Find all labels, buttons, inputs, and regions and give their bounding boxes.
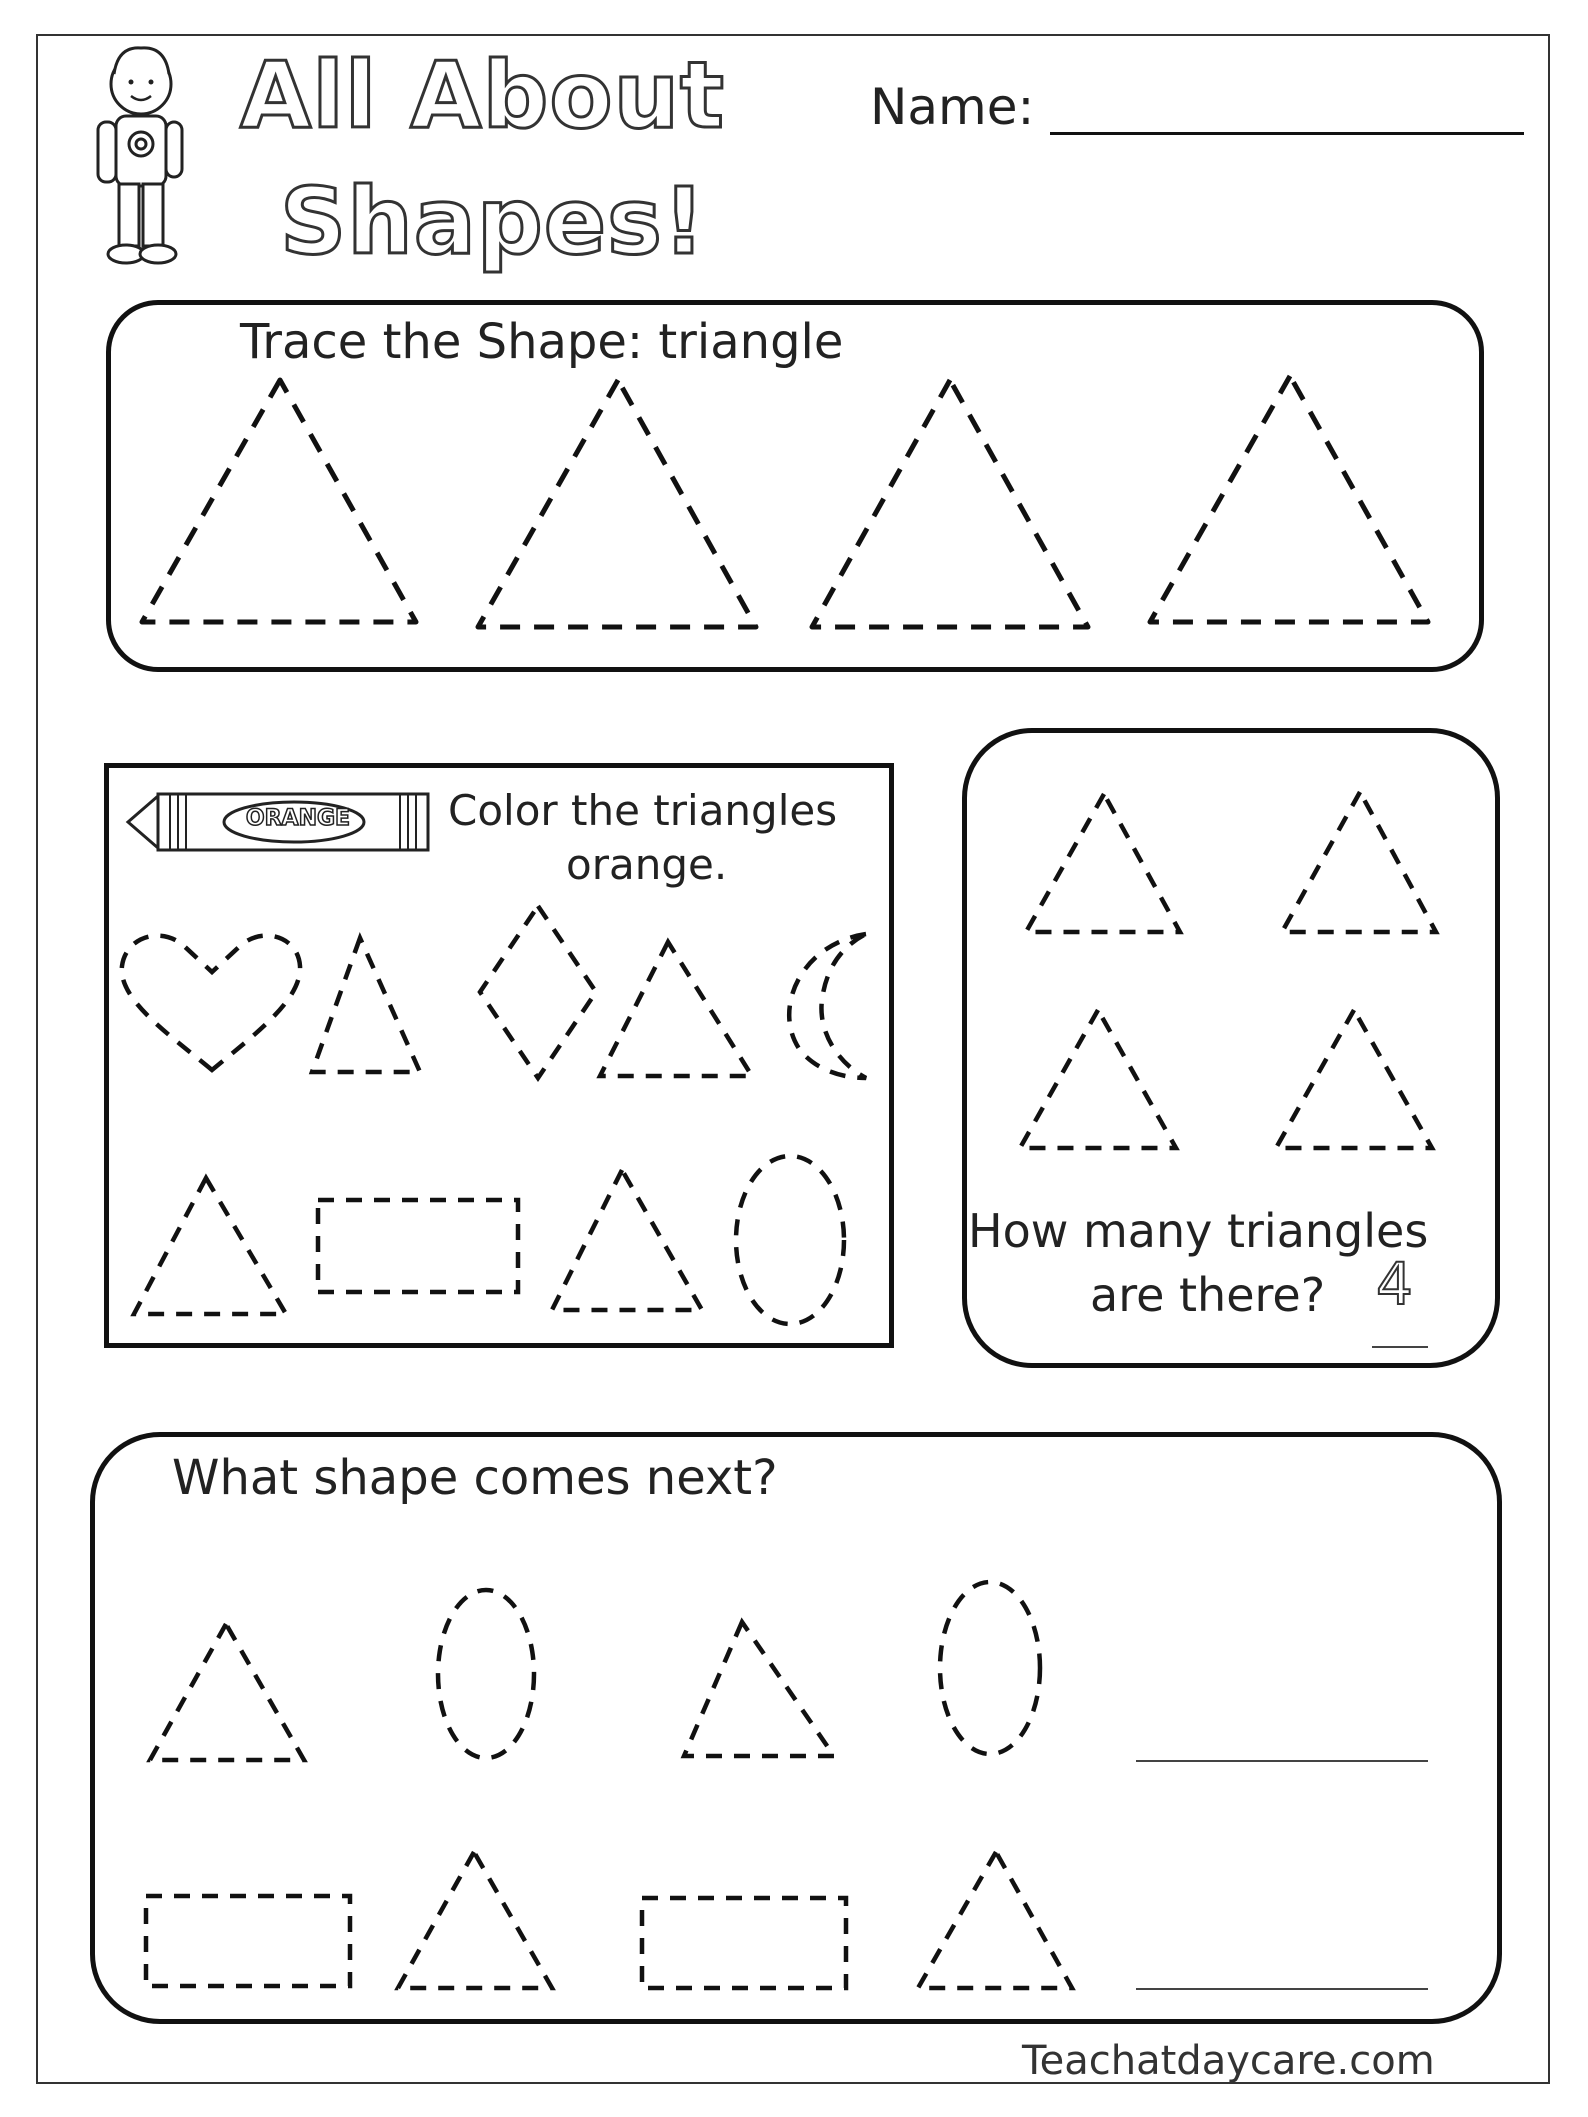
trace-triangle-2[interactable] bbox=[478, 380, 756, 627]
count-triangle-1[interactable] bbox=[1026, 794, 1180, 932]
count-triangle-4[interactable] bbox=[1276, 1010, 1432, 1148]
rectangle-shape[interactable] bbox=[318, 1200, 518, 1292]
name-label: Name: bbox=[870, 78, 1035, 136]
footer-website: Teachatdaycare.com bbox=[1022, 2038, 1435, 2084]
pattern1-triangle-2[interactable] bbox=[684, 1622, 834, 1756]
color-triangle-1[interactable] bbox=[312, 938, 420, 1072]
pattern2-triangle-2[interactable] bbox=[918, 1852, 1072, 1988]
color-instruction-line-1: Color the triangles bbox=[448, 786, 838, 835]
pattern1-oval-1[interactable] bbox=[438, 1590, 534, 1758]
color-instruction-line-2: orange. bbox=[566, 840, 728, 889]
crayon-label: ORANGE bbox=[245, 806, 351, 831]
pattern2-rectangle-2[interactable] bbox=[642, 1898, 846, 1988]
trace-triangle-4[interactable] bbox=[1150, 376, 1428, 622]
oval-shape[interactable] bbox=[736, 1156, 844, 1324]
count-triangle-3[interactable] bbox=[1020, 1010, 1176, 1148]
count-question-line-2: are there? bbox=[1090, 1268, 1326, 1322]
heart-shape[interactable] bbox=[122, 936, 300, 1070]
title-line-2: Shapes! bbox=[280, 168, 706, 275]
pattern-heading: What shape comes next? bbox=[172, 1450, 778, 1506]
count-question-line-1: How many triangles bbox=[968, 1204, 1429, 1258]
pattern1-triangle-1[interactable] bbox=[150, 1624, 304, 1760]
color-triangle-3[interactable] bbox=[134, 1178, 286, 1314]
color-triangle-2[interactable] bbox=[600, 942, 752, 1076]
color-triangle-4[interactable] bbox=[552, 1170, 702, 1310]
title-line-1: All About bbox=[240, 42, 726, 149]
trace-triangle-1[interactable] bbox=[142, 380, 416, 622]
pattern2-rectangle-1[interactable] bbox=[146, 1896, 350, 1986]
crescent-shape[interactable] bbox=[789, 934, 866, 1078]
pattern2-triangle-1[interactable] bbox=[398, 1852, 552, 1988]
count-triangle-2[interactable] bbox=[1282, 792, 1436, 932]
pattern1-oval-2[interactable] bbox=[940, 1582, 1040, 1754]
trace-triangle-3[interactable] bbox=[812, 380, 1088, 627]
diamond-shape[interactable] bbox=[480, 906, 596, 1078]
count-traced-answer: 4 bbox=[1376, 1250, 1413, 1318]
trace-heading: Trace the Shape: triangle bbox=[240, 314, 844, 370]
